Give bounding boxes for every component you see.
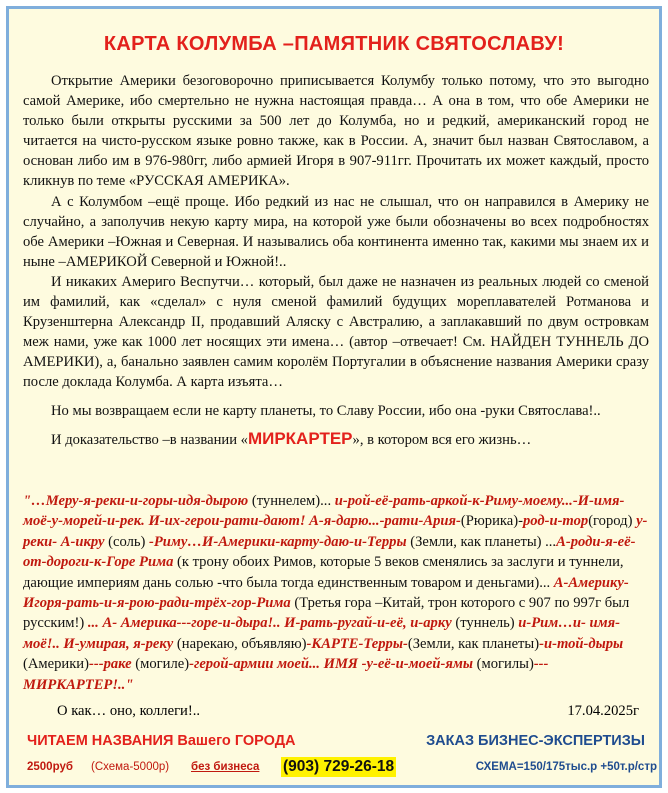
poem-phrase: ---раке: [88, 656, 132, 673]
poem-note: (к трону обоих Римов, которые 5 веков сменялись за заслуги и туннели, дающие империям дань солью -что была тогда единственным товаром и деньгами)...: [23, 554, 624, 591]
poem-note: (город): [588, 513, 637, 530]
document-page: [6, 6, 662, 788]
poem-phrase: "…Меру-я-реки-и-горы-идя-дырою: [23, 493, 249, 509]
poem-note: (Земли, как планеты) ...: [406, 533, 557, 550]
poem-phrase: и-Рим…и- имя-моё!.. И-умирая, я-реку: [23, 615, 620, 652]
poem-phrase: А-Америку-Игоря-рать-и-я-рою-ради-трёх-гор-Рима: [23, 574, 629, 612]
poem-phrase: род-и-тор: [522, 513, 589, 530]
paragraph-1: Открытие Америки безоговорочно приписывается Колумбу только потому, что это выгодно самой Америке, ибо смертельно не нужна настоящая правда… А она в том, что обе Америки не только были открыты русскими за 500 лет до Колумба, но и редкий, американский город не читается на чисто-русском языке ровно также, как в России. А, значит был назван Святославом, а основан либо им в 976-980гг, либо армией Игоря в 907-911гг. Прочитать их может каждый, просто кликнув по теме «РУССКАЯ АМЕРИКА».: [23, 73, 649, 190]
proof-word: МИРКАРТЕР: [247, 428, 353, 448]
phone-number[interactable]: (903) 729-26-18: [283, 758, 395, 775]
poem-phrase: -и-той-дыры: [539, 635, 624, 652]
poem-note: (могилы): [473, 656, 534, 673]
scheme-price-2: СХЕМА=150/175тыс.р +50т.р/стр: [475, 761, 657, 773]
poem-phrase: и-рой-её-рать-аркой-к-Риму-моему...-И-имя-моё-у-морей-и-рек. И-их-герои-рати-дают! А-я-дарю...-рати-Ария-: [23, 493, 625, 530]
poem-phrase: у-реки- А-икру: [23, 513, 648, 550]
scheme-price: (Схема-5000р): [91, 761, 170, 773]
poem-phrase: -КАРТЕ-Терры-: [306, 635, 408, 652]
closing-text: О как… оно, коллеги!..: [57, 703, 201, 719]
poem-note: (могиле): [131, 656, 190, 673]
poem-note: (Рюрика)-: [460, 513, 523, 530]
paragraph-3: И никаких Америго Веспутчи… который, был даже не назначен из реальных людей со сменой им фамилий, как «сделал» с нуля сменой фамилий будущих мореплавателей Ротманова и Крузенштерна Александр II, продавший Аляску с Австралию, а заплакавший по двум островкам меж нами, уже как 1000 лет носящих эти имена… (автор –отвечает! См. НАЙДЕН ТУННЕЛЬ ДО АМЕРИКИ), а, банально заявлен самим королём Португалии в объяснение названия Америки сразу после доклада Колумба. А карта изъята…: [23, 273, 649, 391]
poem-note: (соль): [104, 533, 150, 550]
poem-phrase: ... А- Америка---горе-и-дыра!.. И-рать-ругай-и-её, и-арку: [87, 615, 452, 632]
paragraph-4: Но мы возвращаем если не карту планеты, то Славу России, ибо она -руки Святослава!..: [51, 402, 601, 419]
article-body: [23, 71, 649, 450]
poem-note: (нарекаю, объявляю): [173, 635, 307, 652]
poem-note: (Земли, как планеты): [407, 635, 540, 652]
footer-right-title: ЗАКАЗ БИЗНЕС-ЭКСПЕРТИЗЫ: [426, 733, 645, 749]
poem-note: (туннель): [451, 615, 519, 632]
no-business-link[interactable]: без бизнеса: [191, 761, 260, 773]
proof-after: », в котором вся его жизнь…: [352, 431, 532, 448]
proof-before: И доказательство –в названии «: [51, 431, 248, 448]
price-text: 2500руб: [27, 761, 73, 773]
paragraph-2: А с Колумбом –ещё проще. Ибо редкий из нас не слышал, что он направился в Америку не случайно, а заполучив некую карту мира, на которой уже были обозначены во всех подробностях обе Америки –Южная и Северная. И назывались оба континента именно так, какими мы знаем их и ныне –АМЕРИКОЙ Северной и Южной!..: [23, 193, 649, 270]
poem-phrase: -герой-армии моей... ИМЯ -у-её-и-моей-ямы: [189, 656, 474, 673]
poem-phrase: --- МИРКАРТЕР!..": [23, 656, 549, 693]
page-title: КАРТА КОЛУМБА –ПАМЯТНИК СВЯТОСЛАВУ!: [103, 33, 565, 55]
poem-block: [23, 491, 653, 695]
poem-note: (Третья гора –Китай, трон которого с 907 по 997г был русским!): [23, 595, 630, 632]
poem-note: (туннелем)...: [248, 493, 335, 509]
proof-line: [23, 429, 649, 450]
date-text: 17.04.2025г: [567, 703, 639, 719]
poem-note: (Америки): [23, 656, 89, 673]
footer-left-title: ЧИТАЕМ НАЗВАНИЯ Вашего ГОРОДА: [27, 733, 296, 749]
footer-info: [27, 757, 657, 779]
poem-phrase: А-роди-я-её-от-дороги-к-Горе Рима: [23, 533, 636, 571]
poem-phrase: -Риму…И-Америки-карту-даю-и-Терры: [149, 533, 407, 550]
